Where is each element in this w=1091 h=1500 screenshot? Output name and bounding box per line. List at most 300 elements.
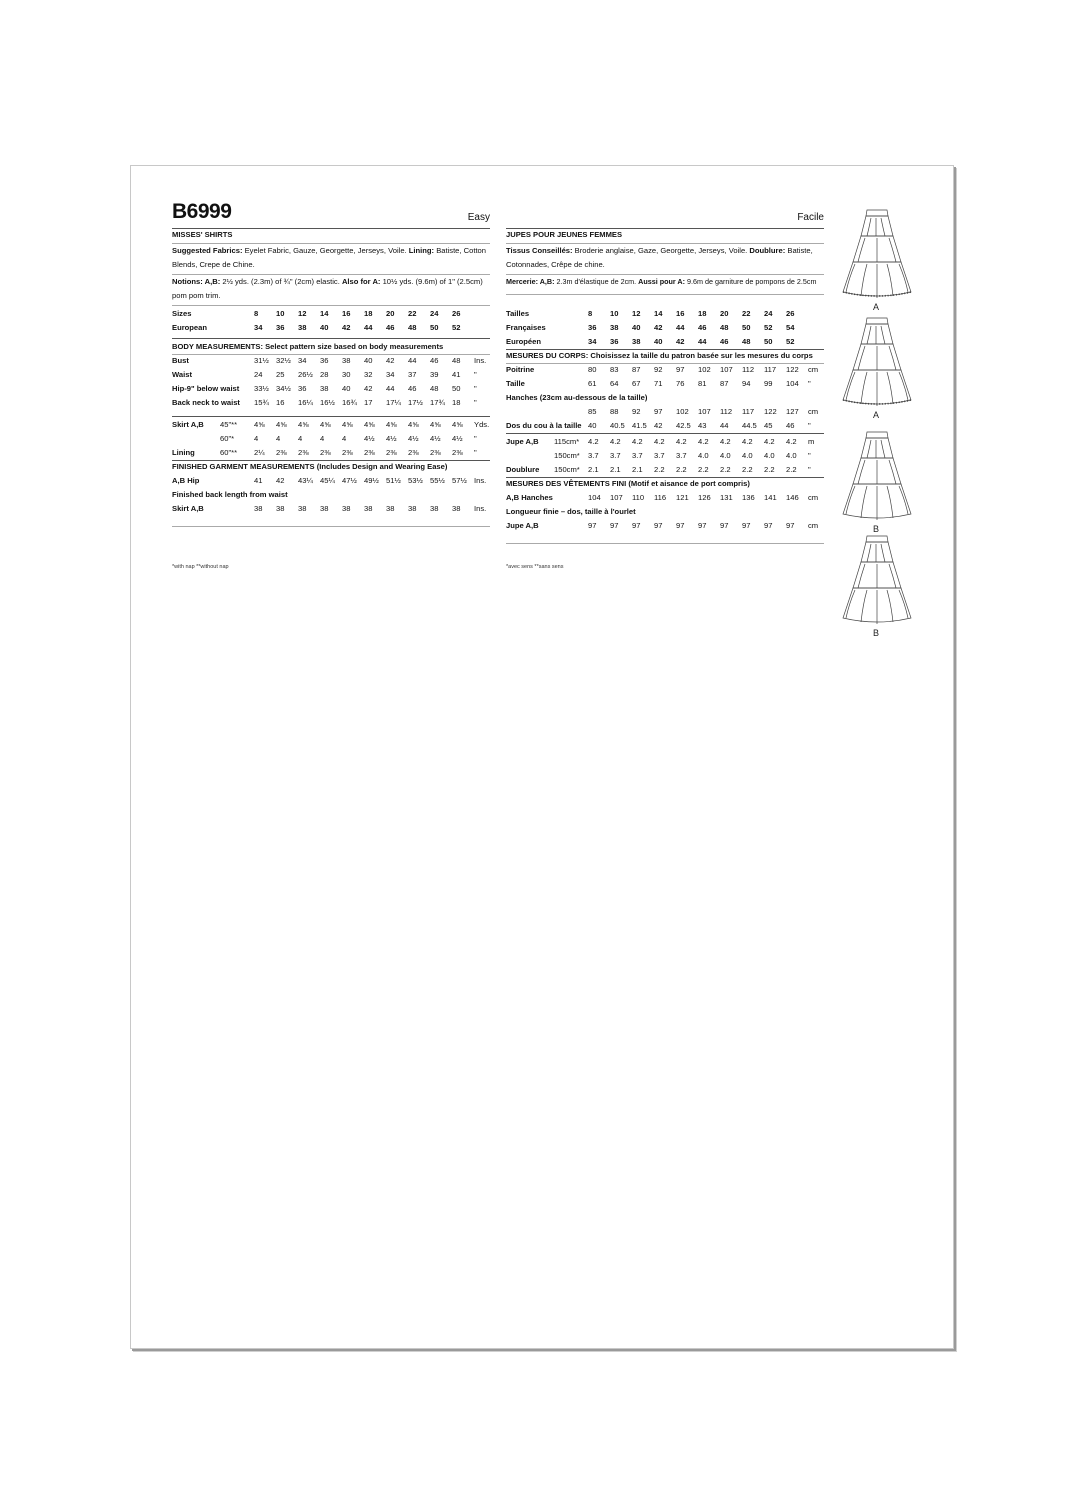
cell-value: 4 xyxy=(276,434,281,443)
cell-value: 4⅝ xyxy=(276,420,287,429)
cell-value: 42 xyxy=(654,323,663,332)
cell-value: 4½ xyxy=(364,434,375,443)
cell-value: 107 xyxy=(720,365,733,374)
pattern-title: MISSES' SHIRTS xyxy=(172,230,233,239)
cell-value: 4.2 xyxy=(632,437,643,446)
cell-value: 52 xyxy=(786,337,795,346)
cell-value: 40 xyxy=(342,384,351,393)
cell-value: 92 xyxy=(632,407,641,416)
cell-value: 2⅜ xyxy=(298,448,309,457)
cell-value: 36 xyxy=(320,356,329,365)
divider xyxy=(506,543,824,544)
cell-value: 32½ xyxy=(276,356,291,365)
cell-value: 2.2 xyxy=(764,465,775,474)
cell-value: 30 xyxy=(342,370,351,379)
cell-value: 22 xyxy=(742,309,751,318)
cell-value: 38 xyxy=(452,504,461,513)
tiered-skirt-drawing xyxy=(841,314,913,410)
cell-value: 40 xyxy=(588,421,597,430)
table-row xyxy=(172,432,490,446)
heading-text: FINISHED GARMENT MEASUREMENTS (Includes Design and Wearing Ease) xyxy=(172,462,448,471)
cell-value: 2⅜ xyxy=(364,448,375,457)
divider xyxy=(172,416,490,417)
cell-value: 131 xyxy=(720,493,733,502)
cell-value: 36 xyxy=(298,384,307,393)
cell-value: 16 xyxy=(676,309,685,318)
cell-value: 44 xyxy=(698,337,707,346)
cell-value: 4.2 xyxy=(676,437,687,446)
cell-value: 4 xyxy=(320,434,325,443)
cell-value: 48 xyxy=(742,337,751,346)
unit-label: Ins. xyxy=(474,476,487,485)
cell-value: 87 xyxy=(720,379,729,388)
suggested-fabrics-fr: Tissus Conseillés: Broderie anglaise, Gaze, Georgette, Jerseys, Voile. Doublure: Batiste, Cotonnades, Crêpe de chine. xyxy=(506,246,813,269)
cell-value: 80 xyxy=(588,365,597,374)
cell-value: 2.1 xyxy=(632,465,643,474)
tiered-skirt-drawing xyxy=(841,532,913,628)
cell-value: 97 xyxy=(742,521,751,530)
divider xyxy=(506,433,824,434)
cell-value: 4⅝ xyxy=(254,420,265,429)
row-label: A,B Hip xyxy=(172,476,200,485)
table-row xyxy=(172,446,490,460)
cell-value: 17½ xyxy=(408,398,423,407)
heading-note: (Includes Design and Wearing Ease) xyxy=(314,462,448,471)
cell-value: 34 xyxy=(588,337,597,346)
cell-value: 44.5 xyxy=(742,421,757,430)
cell-value: 15¾ xyxy=(254,398,269,407)
cell-value: 104 xyxy=(786,379,799,388)
cell-value: 87 xyxy=(632,365,641,374)
cell-value: 57½ xyxy=(452,476,467,485)
row-label: Jupe A,B xyxy=(506,437,539,446)
cell-value: 49½ xyxy=(364,476,379,485)
cell-value: 33½ xyxy=(254,384,269,393)
skirt-illustration-1 xyxy=(841,206,913,312)
cell-value: 36 xyxy=(276,323,285,332)
table-row xyxy=(506,377,824,391)
cell-value: 136 xyxy=(742,493,755,502)
cell-value: 42 xyxy=(676,337,685,346)
cell-value: 38 xyxy=(276,504,285,513)
table-row xyxy=(506,449,824,463)
cell-value: 107 xyxy=(698,407,711,416)
cell-value: 4.2 xyxy=(698,437,709,446)
cell-value: 41 xyxy=(254,476,263,485)
cell-value: 16½ xyxy=(320,398,335,407)
cell-value: 42 xyxy=(276,476,285,485)
cell-value: 24 xyxy=(254,370,263,379)
cell-value: 41 xyxy=(452,370,461,379)
table-row xyxy=(172,307,490,321)
table-row xyxy=(506,307,824,321)
cell-value: 97 xyxy=(786,521,795,530)
cell-value: 112 xyxy=(742,365,755,374)
cell-value: 45¼ xyxy=(320,476,335,485)
cell-value: 116 xyxy=(654,493,667,502)
notions-fr: Mercerie: A,B: 2.3m d'élastique de 2cm. Aussi pour A: 9.6m de garniture de pompons de 2.5cm xyxy=(506,277,817,286)
divider xyxy=(172,338,490,339)
cell-value: 38 xyxy=(298,323,307,332)
heading-text: Hanches (23cm au-dessous de la taille) xyxy=(506,393,648,402)
cell-value: 76 xyxy=(676,379,685,388)
unit-label: cm xyxy=(808,493,819,502)
tiered-skirt-drawing xyxy=(841,206,913,302)
cell-value: 41.5 xyxy=(632,421,647,430)
unit-label: m xyxy=(808,437,815,446)
cell-value: 44 xyxy=(364,323,373,332)
cell-value: 18 xyxy=(364,309,373,318)
cell-value: 2.2 xyxy=(698,465,709,474)
cell-value: 40 xyxy=(364,356,373,365)
unit-label: " xyxy=(474,384,477,393)
cell-value: 3.7 xyxy=(676,451,687,460)
cell-value: 81 xyxy=(698,379,707,388)
fabric-width: 45"** xyxy=(220,420,238,429)
suggested-fabrics: Suggested Fabrics: Eyelet Fabric, Gauze, Georgette, Jerseys, Voile. Lining: Batiste, Cotton Blends, Crepe de Chine. xyxy=(172,246,486,269)
cell-value: 52 xyxy=(764,323,773,332)
row-label: Sizes xyxy=(172,309,192,318)
cell-value: 34 xyxy=(386,370,395,379)
cell-value: 4.0 xyxy=(742,451,753,460)
table-row xyxy=(506,321,824,335)
notions: Notions: A,B: 2½ yds. (2.3m) of ¾" (2cm) elastic. Also for A: 10½ yds. (9.6m) of 1" (2.5cm) pom pom trim. xyxy=(172,277,483,300)
cell-value: 4⅝ xyxy=(408,420,419,429)
pattern-code: B6999 xyxy=(172,200,232,223)
cell-value: 102 xyxy=(676,407,689,416)
cell-value: 97 xyxy=(764,521,773,530)
row-label: Taille xyxy=(506,379,525,388)
cell-value: 97 xyxy=(632,521,641,530)
fabric-width: 150cm* xyxy=(554,465,580,474)
section-heading xyxy=(506,349,824,363)
cell-value: 117 xyxy=(742,407,755,416)
cell-value: 117 xyxy=(764,365,777,374)
table-row xyxy=(172,418,490,432)
cell-value: 20 xyxy=(386,309,395,318)
cell-value: 85 xyxy=(588,407,597,416)
cell-value: 46 xyxy=(786,421,795,430)
cell-value: 18 xyxy=(698,309,707,318)
row-label: European xyxy=(172,323,208,332)
heading-text: MESURES DU CORPS: Choisissez la taille du patron basée sur les mesures du corps xyxy=(506,351,813,360)
row-label: Poitrine xyxy=(506,365,535,374)
heading-text: MESURES DES VÊTEMENTS FINI (Motif et aisance de port compris) xyxy=(506,479,750,488)
section-heading xyxy=(172,340,490,354)
row-label: Dos du cou à la taille xyxy=(506,421,582,430)
cell-value: 44 xyxy=(720,421,729,430)
cell-value: 48 xyxy=(408,323,417,332)
cell-value: 2¼ xyxy=(254,448,265,457)
cell-value: 55½ xyxy=(430,476,445,485)
cell-value: 4.2 xyxy=(742,437,753,446)
row-label: Jupe A,B xyxy=(506,521,539,530)
cell-value: 40 xyxy=(320,323,329,332)
table-row xyxy=(506,335,824,349)
row-label: Doublure xyxy=(506,465,540,474)
row-label: Skirt A,B xyxy=(172,504,204,513)
cell-value: 34 xyxy=(254,323,263,332)
cell-value: 4⅝ xyxy=(386,420,397,429)
cell-value: 53½ xyxy=(408,476,423,485)
cell-value: 18 xyxy=(452,398,461,407)
cell-value: 3.7 xyxy=(610,451,621,460)
cell-value: 2⅜ xyxy=(430,448,441,457)
cell-value: 40 xyxy=(654,337,663,346)
cell-value: 40 xyxy=(632,323,641,332)
cell-value: 43 xyxy=(698,421,707,430)
cell-value: 44 xyxy=(676,323,685,332)
cell-value: 44 xyxy=(386,384,395,393)
cell-value: 50 xyxy=(742,323,751,332)
unit-label: " xyxy=(474,434,477,443)
view-letter: A xyxy=(872,410,879,420)
cell-value: 121 xyxy=(676,493,689,502)
cell-value: 4½ xyxy=(386,434,397,443)
cell-value: 32 xyxy=(364,370,373,379)
skirt-illustration-3 xyxy=(841,428,913,534)
cell-value: 127 xyxy=(786,407,799,416)
cell-value: 97 xyxy=(698,521,707,530)
cell-value: 25 xyxy=(276,370,285,379)
fabric-width: 60"** xyxy=(220,448,238,457)
cell-value: 48 xyxy=(430,384,439,393)
skirt-illustration-4 xyxy=(841,532,913,638)
cell-value: 4 xyxy=(254,434,259,443)
unit-label: " xyxy=(474,370,477,379)
cell-value: 2.2 xyxy=(654,465,665,474)
row-label: Hip-9" below waist xyxy=(172,384,240,393)
cell-value: 38 xyxy=(320,504,329,513)
row-label: Européen xyxy=(506,337,542,346)
cell-value: 3.7 xyxy=(632,451,643,460)
table-row xyxy=(172,354,490,368)
table-row xyxy=(506,405,824,419)
row-label: Bust xyxy=(172,356,189,365)
cell-value: 2.1 xyxy=(610,465,621,474)
heading-text: Longueur finie – dos, taille à l'ourlet xyxy=(506,507,636,516)
cell-value: 50 xyxy=(764,337,773,346)
footnote-fr: *avec sens **sans sens xyxy=(506,564,564,570)
cell-value: 26½ xyxy=(298,370,313,379)
view-letter: A xyxy=(872,302,879,312)
footnote: *with nap **without nap xyxy=(172,564,229,570)
cell-value: 16¾ xyxy=(342,398,357,407)
cell-value: 4.2 xyxy=(654,437,665,446)
heading-text: BODY MEASUREMENTS: Select pattern size based on body measurements xyxy=(172,342,444,351)
cell-value: 2.2 xyxy=(786,465,797,474)
table-row xyxy=(172,396,490,410)
cell-value: 102 xyxy=(698,365,711,374)
pattern-title-fr: JUPES POUR JEUNES FEMMES xyxy=(506,230,623,239)
cell-value: 38 xyxy=(342,504,351,513)
cell-value: 46 xyxy=(698,323,707,332)
cell-value: 50 xyxy=(452,384,461,393)
difficulty-label: Easy xyxy=(467,212,490,223)
table-row xyxy=(172,382,490,396)
cell-value: 47½ xyxy=(342,476,357,485)
cell-value: 31½ xyxy=(254,356,269,365)
cell-value: 22 xyxy=(408,309,417,318)
cell-value: 122 xyxy=(786,365,799,374)
cell-value: 126 xyxy=(698,493,711,502)
heading-text: Finished back length from waist xyxy=(172,490,288,499)
row-label: Waist xyxy=(172,370,192,379)
cell-value: 17 xyxy=(364,398,373,407)
cell-value: 4⅝ xyxy=(452,420,463,429)
cell-value: 97 xyxy=(654,407,663,416)
cell-value: 2.2 xyxy=(742,465,753,474)
cell-value: 104 xyxy=(588,493,601,502)
cell-value: 8 xyxy=(588,309,593,318)
cell-value: 37 xyxy=(408,370,417,379)
table-row xyxy=(506,419,824,433)
cell-value: 4½ xyxy=(408,434,419,443)
row-label: Back neck to waist xyxy=(172,398,240,407)
table-row xyxy=(172,368,490,382)
row-label: Françaises xyxy=(506,323,546,332)
cell-value: 67 xyxy=(632,379,641,388)
cell-value: 4.2 xyxy=(786,437,797,446)
fabric-width: 150cm* xyxy=(554,451,580,460)
cell-value: 14 xyxy=(654,309,663,318)
cell-value: 38 xyxy=(342,356,351,365)
table-row xyxy=(172,502,490,516)
cell-value: 4.0 xyxy=(764,451,775,460)
cell-value: 8 xyxy=(254,309,259,318)
cell-value: 12 xyxy=(298,309,307,318)
cell-value: 3.7 xyxy=(588,451,599,460)
pattern-sheet xyxy=(130,165,954,1349)
table-row xyxy=(172,321,490,335)
cell-value: 2.2 xyxy=(676,465,687,474)
unit-label: " xyxy=(474,398,477,407)
cell-value: 4 xyxy=(298,434,303,443)
cell-value: 26 xyxy=(786,309,795,318)
cell-value: 61 xyxy=(588,379,597,388)
cell-value: 34 xyxy=(298,356,307,365)
cell-value: 38 xyxy=(364,504,373,513)
cell-value: 97 xyxy=(654,521,663,530)
cell-value: 97 xyxy=(676,365,685,374)
cell-value: 2.1 xyxy=(588,465,599,474)
cell-value: 42 xyxy=(386,356,395,365)
cell-value: 38 xyxy=(254,504,263,513)
cell-value: 24 xyxy=(430,309,439,318)
cell-value: 42 xyxy=(364,384,373,393)
cell-value: 122 xyxy=(764,407,777,416)
cell-value: 2⅜ xyxy=(452,448,463,457)
cell-value: 4.0 xyxy=(720,451,731,460)
cell-value: 17¼ xyxy=(386,398,401,407)
cell-value: 38 xyxy=(610,323,619,332)
section-heading xyxy=(172,460,490,474)
cell-value: 83 xyxy=(610,365,619,374)
unit-label: cm xyxy=(808,365,819,374)
cell-value: 71 xyxy=(654,379,663,388)
unit-label: Ins. xyxy=(474,356,487,365)
cell-value: 17¾ xyxy=(430,398,445,407)
cell-value: 38 xyxy=(632,337,641,346)
cell-value: 4 xyxy=(342,434,347,443)
cell-value: 38 xyxy=(408,504,417,513)
cell-value: 42 xyxy=(342,323,351,332)
cell-value: 46 xyxy=(720,337,729,346)
cell-value: 99 xyxy=(764,379,773,388)
unit-label: cm xyxy=(808,521,819,530)
cell-value: 24 xyxy=(764,309,773,318)
cell-value: 16 xyxy=(276,398,285,407)
cell-value: 2⅜ xyxy=(408,448,419,457)
cell-value: 10 xyxy=(276,309,285,318)
difficulty-label-fr: Facile xyxy=(797,212,824,223)
cell-value: 4⅝ xyxy=(320,420,331,429)
view-letter: B xyxy=(872,524,879,534)
cell-value: 46 xyxy=(386,323,395,332)
row-label: Skirt A,B xyxy=(172,420,204,429)
cell-value: 4½ xyxy=(452,434,463,443)
table-row xyxy=(506,463,824,477)
cell-value: 36 xyxy=(588,323,597,332)
cell-value: 52 xyxy=(452,323,461,332)
cell-value: 20 xyxy=(720,309,729,318)
cell-value: 4.2 xyxy=(764,437,775,446)
cell-value: 2⅜ xyxy=(276,448,287,457)
cell-value: 2⅜ xyxy=(320,448,331,457)
cell-value: 2⅜ xyxy=(386,448,397,457)
cell-value: 34½ xyxy=(276,384,291,393)
cell-value: 38 xyxy=(386,504,395,513)
cell-value: 40.5 xyxy=(610,421,625,430)
section-heading xyxy=(172,488,490,502)
cell-value: 45 xyxy=(764,421,773,430)
section-heading xyxy=(506,505,824,519)
table-row xyxy=(506,435,824,449)
cell-value: 16¼ xyxy=(298,398,313,407)
fabric-width: 60"* xyxy=(220,434,235,443)
tiered-skirt-drawing xyxy=(841,428,913,524)
row-label: A,B Hanches xyxy=(506,493,553,502)
cell-value: 44 xyxy=(408,356,417,365)
cell-value: 2⅜ xyxy=(342,448,353,457)
section-heading xyxy=(506,477,824,491)
cell-value: 94 xyxy=(742,379,751,388)
cell-value: 54 xyxy=(786,323,795,332)
cell-value: 107 xyxy=(610,493,623,502)
cell-value: 97 xyxy=(676,521,685,530)
cell-value: 51½ xyxy=(386,476,401,485)
cell-value: 4.0 xyxy=(698,451,709,460)
cell-value: 28 xyxy=(320,370,329,379)
cell-value: 88 xyxy=(610,407,619,416)
table-row xyxy=(172,474,490,488)
cell-value: 3.7 xyxy=(654,451,665,460)
view-letter: B xyxy=(872,628,879,638)
cell-value: 97 xyxy=(720,521,729,530)
table-row xyxy=(506,491,824,505)
cell-value: 146 xyxy=(786,493,799,502)
skirt-illustration-2 xyxy=(841,314,913,420)
unit-label: " xyxy=(808,451,811,460)
unit-label: Yds. xyxy=(474,420,490,429)
cell-value: 46 xyxy=(408,384,417,393)
fabric-width: 115cm* xyxy=(554,437,580,446)
cell-value: 36 xyxy=(610,337,619,346)
unit-label: " xyxy=(474,448,477,457)
cell-value: 38 xyxy=(430,504,439,513)
cell-value: 48 xyxy=(452,356,461,365)
cell-value: 50 xyxy=(430,323,439,332)
